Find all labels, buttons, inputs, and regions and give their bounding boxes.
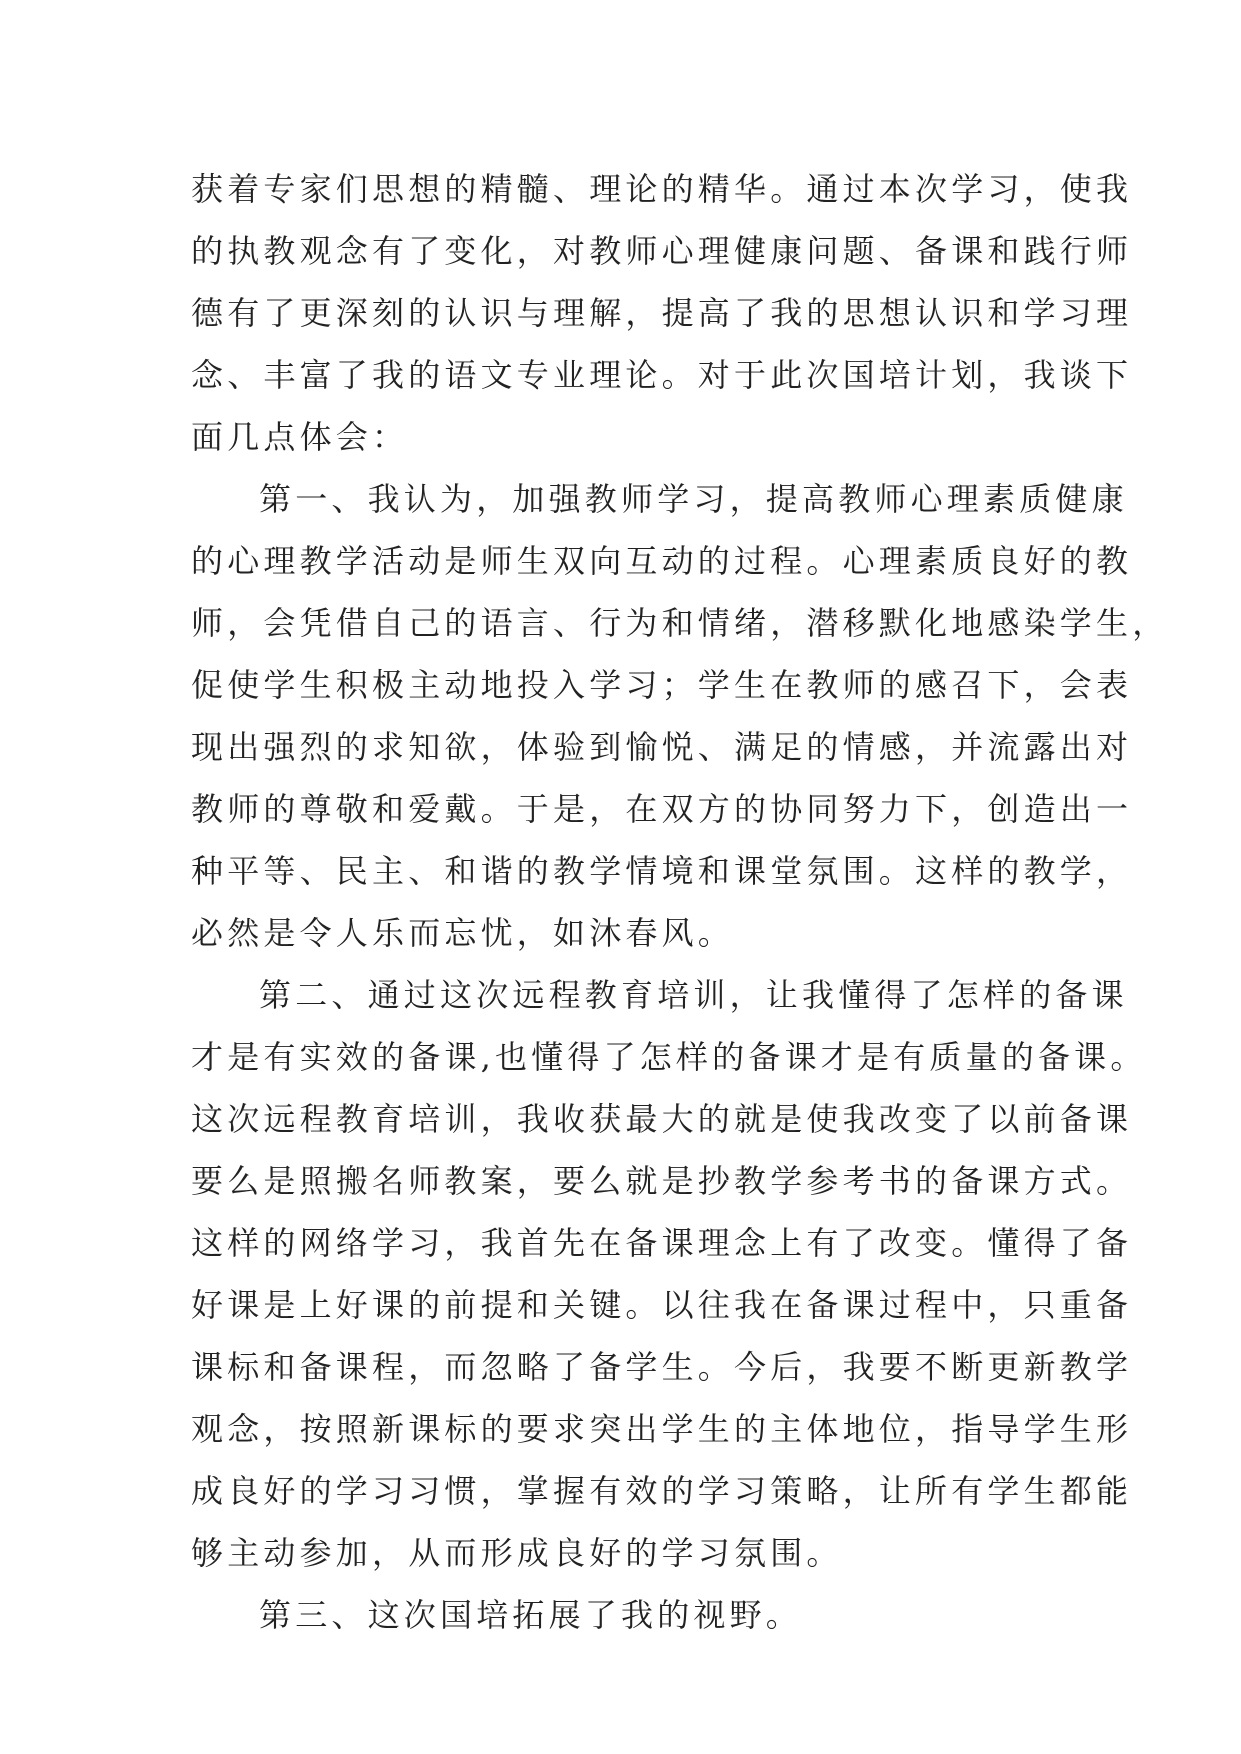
- text-line: 师，会凭借自己的语言、行为和情绪，潜移默化地感染学生，: [191, 604, 1169, 642]
- paragraph-start-line: 第三、这次国培拓展了我的视野。: [259, 1596, 803, 1634]
- text-line: 观念，按照新课标的要求突出学生的主体地位，指导学生形: [191, 1410, 1133, 1448]
- text-line: 的心理教学活动是师生双向互动的过程。心理素质良好的教: [191, 542, 1133, 580]
- text-line: 课标和备课程，而忽略了备学生。今后，我要不断更新教学: [191, 1348, 1133, 1386]
- text-line: 好课是上好课的前提和关键。以往我在备课过程中，只重备: [191, 1286, 1133, 1324]
- text-line: 德有了更深刻的认识与理解，提高了我的思想认识和学习理: [191, 294, 1133, 332]
- text-line: 这次远程教育培训，我收获最大的就是使我改变了以前备课: [191, 1100, 1133, 1138]
- text-line: 教师的尊敬和爱戴。于是，在双方的协同努力下，创造出一: [191, 790, 1133, 828]
- text-line: 必然是令人乐而忘忧，如沐春风。: [191, 914, 735, 952]
- paragraph-start-line: 第一、我认为，加强教师学习，提高教师心理素质健康: [259, 480, 1128, 518]
- body-text: [191, 158, 1169, 1646]
- text-line: 这样的网络学习，我首先在备课理念上有了改变。懂得了备: [191, 1224, 1133, 1262]
- text-line: 获着专家们思想的精髓、理论的精华。通过本次学习，使我: [191, 170, 1133, 208]
- text-line: 种平等、民主、和谐的教学情境和课堂氛围。这样的教学，: [191, 852, 1133, 890]
- text-line: 面几点体会：: [191, 418, 409, 456]
- paragraph-start-line: 第二、通过这次远程教育培训，让我懂得了怎样的备课: [259, 976, 1128, 1014]
- text-line: 才是有实效的备课,也懂得了怎样的备课才是有质量的备课。: [191, 1038, 1147, 1076]
- text-line: 念、丰富了我的语文专业理论。对于此次国培计划，我谈下: [191, 356, 1133, 394]
- text-line: 促使学生积极主动地投入学习；学生在教师的感召下，会表: [191, 666, 1133, 704]
- text-line: 的执教观念有了变化，对教师心理健康问题、备课和践行师: [191, 232, 1133, 270]
- text-line: 现出强烈的求知欲，体验到愉悦、满足的情感，并流露出对: [191, 728, 1133, 766]
- text-line: 成良好的学习习惯，掌握有效的学习策略，让所有学生都能: [191, 1472, 1133, 1510]
- text-line: 够主动参加，从而形成良好的学习氛围。: [191, 1534, 843, 1572]
- text-line: 要么是照搬名师教案，要么就是抄教学参考书的备课方式。: [191, 1162, 1133, 1200]
